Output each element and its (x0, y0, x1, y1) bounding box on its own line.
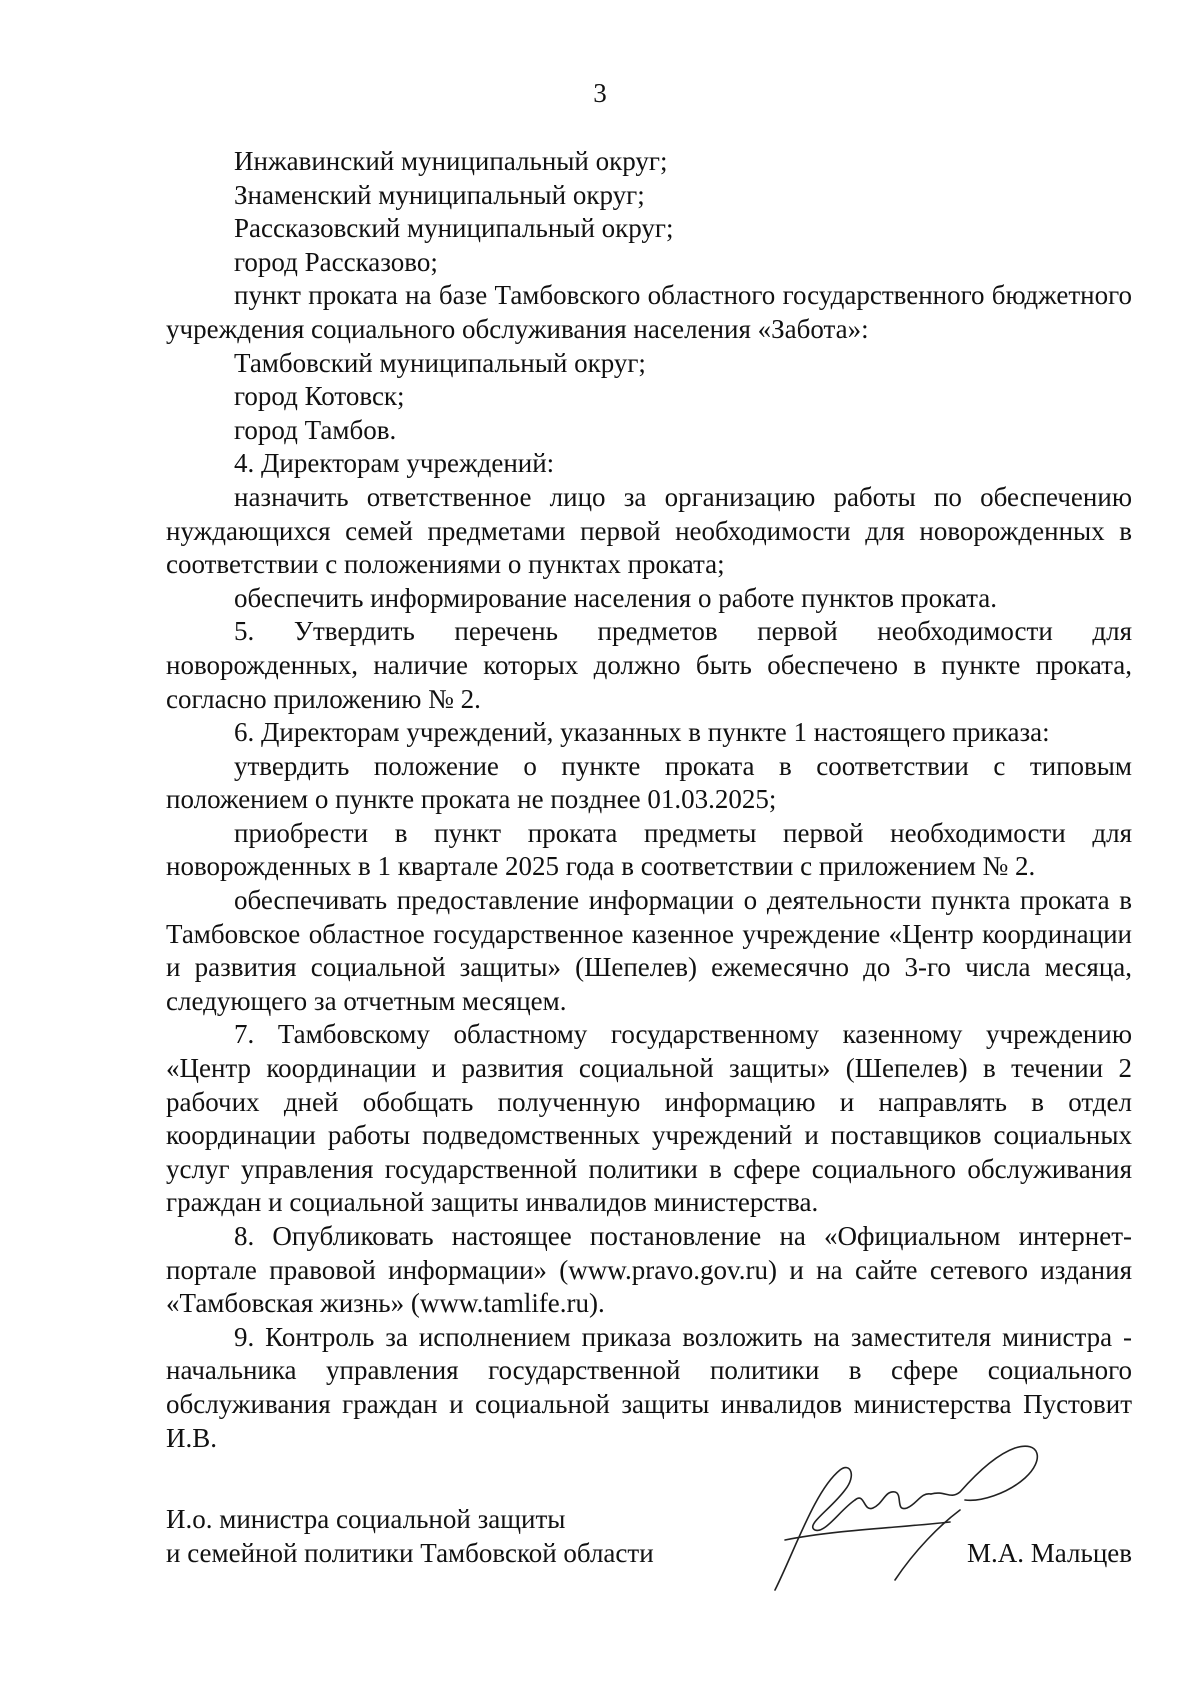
paragraph: 6. Директорам учреждений, указанных в пункте 1 настоящего приказа: (234, 717, 1050, 748)
document-body (166, 145, 1132, 1455)
paragraph: пункт проката на базе Тамбовского областного государственного бюджетного учреждения социального обслуживания населения «Забота»: (166, 280, 1132, 344)
list-item: город Котовск; (234, 381, 405, 412)
paragraph: приобрести в пункт проката предметы первой необходимости для новорожденных в 1 квартале 2025 года в соответствии с приложением № 2. (166, 817, 1132, 882)
paragraph: назначить ответственное лицо за организацию работы по обеспечению нуждающихся семей предметами первой необходимости для новорожденных в соответствии с положениями о пунктах проката; (166, 481, 1132, 580)
section-heading: 4. Директорам учреждений: (234, 448, 555, 479)
paragraph: 5. Утвердить перечень предметов первой необходимости для новорожденных, наличие которых должно быть обеспечено в пункте проката, согласно приложению № 2. (166, 616, 1132, 714)
list-item: город Тамбов. (234, 414, 397, 445)
handwritten-signature (745, 1430, 1105, 1600)
paragraph: обеспечить информирование населения о работе пунктов проката. (234, 582, 998, 613)
list-item: Знаменский муниципальный округ; (234, 179, 645, 210)
signatory-title (166, 1502, 654, 1570)
signatory-name: М.А. Мальцев (967, 1538, 1132, 1568)
paragraph: утвердить положение о пункте проката в соответствии с типовым положением о пункте проката не позднее 01.03.2025; (166, 750, 1132, 815)
paragraph: обеспечивать предоставление информации о деятельности пункта проката в Тамбовское областное государственное казенное учреждение «Центр координации и развития социальной защиты» (Шепелев) ежемесячно до 3-го числа месяца, следующего за отчетным месяцем. (166, 885, 1132, 1016)
signatory-title-line-2: и семейной политики Тамбовской области (166, 1538, 654, 1568)
page-number: 3 (593, 78, 607, 108)
paragraph: 8. Опубликовать настоящее постановление на «Официальном интернет-портале правовой информации» (www.pravo.gov.ru) и на сайте сетевого издания «Тамбовская жизнь» (www.tamlife.ru). (166, 1221, 1132, 1319)
paragraph: 9. Контроль за исполнением приказа возложить на заместителя министра - начальника управления государственной политики в сфере социального обслуживания граждан и социальной защиты инвалидов министерства Пустовит И.В. (166, 1321, 1132, 1453)
paragraph: 7. Тамбовскому областному государственному казенному учреждению «Центр координации и развития социальной защиты» (Шепелев) в течении 2 рабочих дней обобщать полученную информацию и направлять в отдел координации работы подведомственных учреждений и поставщиков социальных услуг управления государственной политики в сфере социального обслуживания граждан и социальной защиты инвалидов министерства. (166, 1019, 1132, 1218)
signatory-title-line-1: И.о. министра социальной защиты (166, 1504, 566, 1534)
list-item: Тамбовский муниципальный округ; (234, 347, 646, 378)
list-item: город Рассказово; (234, 246, 438, 277)
list-item: Инжавинский муниципальный округ; (234, 146, 668, 176)
list-item: Рассказовский муниципальный округ; (234, 213, 674, 244)
